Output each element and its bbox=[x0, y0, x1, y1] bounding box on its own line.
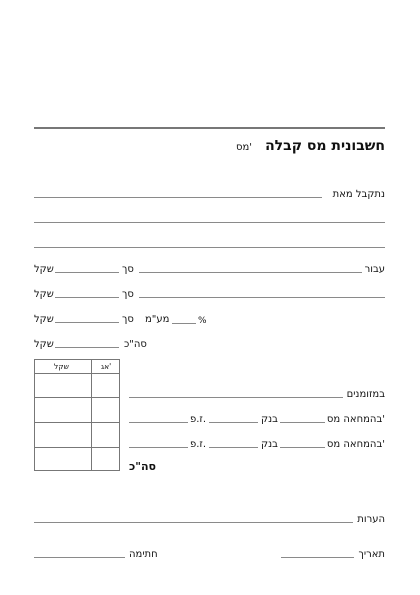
document-title: חשבונית מס קבלה bbox=[265, 138, 385, 154]
branch-label-2: ז.פ. bbox=[190, 439, 207, 450]
currency-label-1: שקל bbox=[34, 264, 54, 275]
payments-total-label: סה"כ bbox=[129, 460, 156, 473]
cash-line[interactable] bbox=[129, 397, 343, 398]
vat-amount-line[interactable] bbox=[55, 322, 119, 323]
received-from-line[interactable] bbox=[34, 197, 322, 198]
notes-line[interactable] bbox=[34, 522, 353, 523]
currency-label-2: שקל bbox=[34, 289, 54, 300]
column-header-shekel: שקל bbox=[54, 362, 69, 371]
signature-label: חתימה bbox=[129, 549, 158, 560]
bank-label-2: בנק bbox=[261, 439, 278, 450]
document-number-label: מס' bbox=[235, 142, 252, 153]
table-row-divider bbox=[35, 422, 119, 423]
amount-label-1: סך bbox=[122, 264, 134, 275]
header-divider bbox=[34, 127, 385, 129]
payment-table bbox=[34, 359, 120, 471]
date-line[interactable] bbox=[281, 557, 354, 558]
branch-line-1[interactable] bbox=[129, 422, 188, 423]
table-row-divider bbox=[35, 397, 119, 398]
bank-line-1[interactable] bbox=[209, 422, 258, 423]
cash-label: במזומנים bbox=[346, 389, 385, 400]
for-line-2[interactable] bbox=[139, 297, 385, 298]
total-amount-line[interactable] bbox=[55, 347, 119, 348]
signature-line[interactable] bbox=[34, 557, 125, 558]
check-number-line-1[interactable] bbox=[280, 422, 325, 423]
table-row-divider bbox=[35, 447, 119, 448]
blank-line-2[interactable] bbox=[34, 247, 385, 248]
vat-percent-line[interactable] bbox=[172, 323, 196, 324]
amount-line-2[interactable] bbox=[55, 297, 119, 298]
date-label: תאריך bbox=[358, 549, 385, 560]
table-column-divider bbox=[91, 360, 92, 470]
check-label-1: בהמחאה מס' bbox=[326, 414, 385, 425]
total-label: סה"כ bbox=[124, 339, 147, 350]
check-label-2: בהמחאה מס' bbox=[326, 439, 385, 450]
column-header-agorot: אג' bbox=[101, 362, 112, 371]
check-number-line-2[interactable] bbox=[280, 447, 325, 448]
currency-label-3: שקל bbox=[34, 314, 54, 325]
amount-label-2: סך bbox=[122, 289, 134, 300]
for-line[interactable] bbox=[139, 272, 362, 273]
for-label: עבור bbox=[364, 264, 385, 275]
blank-line-1[interactable] bbox=[34, 222, 385, 223]
currency-label-4: שקל bbox=[34, 339, 54, 350]
amount-label-3: סך bbox=[122, 314, 134, 325]
branch-line-2[interactable] bbox=[129, 447, 188, 448]
branch-label-1: ז.פ. bbox=[190, 414, 207, 425]
bank-label-1: בנק bbox=[261, 414, 278, 425]
amount-line-1[interactable] bbox=[55, 272, 119, 273]
notes-label: הערות bbox=[357, 514, 385, 525]
table-header-divider bbox=[35, 373, 119, 374]
percent-sign: % bbox=[198, 316, 207, 326]
vat-label: מע"מ bbox=[145, 314, 170, 325]
bank-line-2[interactable] bbox=[209, 447, 258, 448]
received-from-label: נתקבל מאת bbox=[332, 189, 385, 200]
